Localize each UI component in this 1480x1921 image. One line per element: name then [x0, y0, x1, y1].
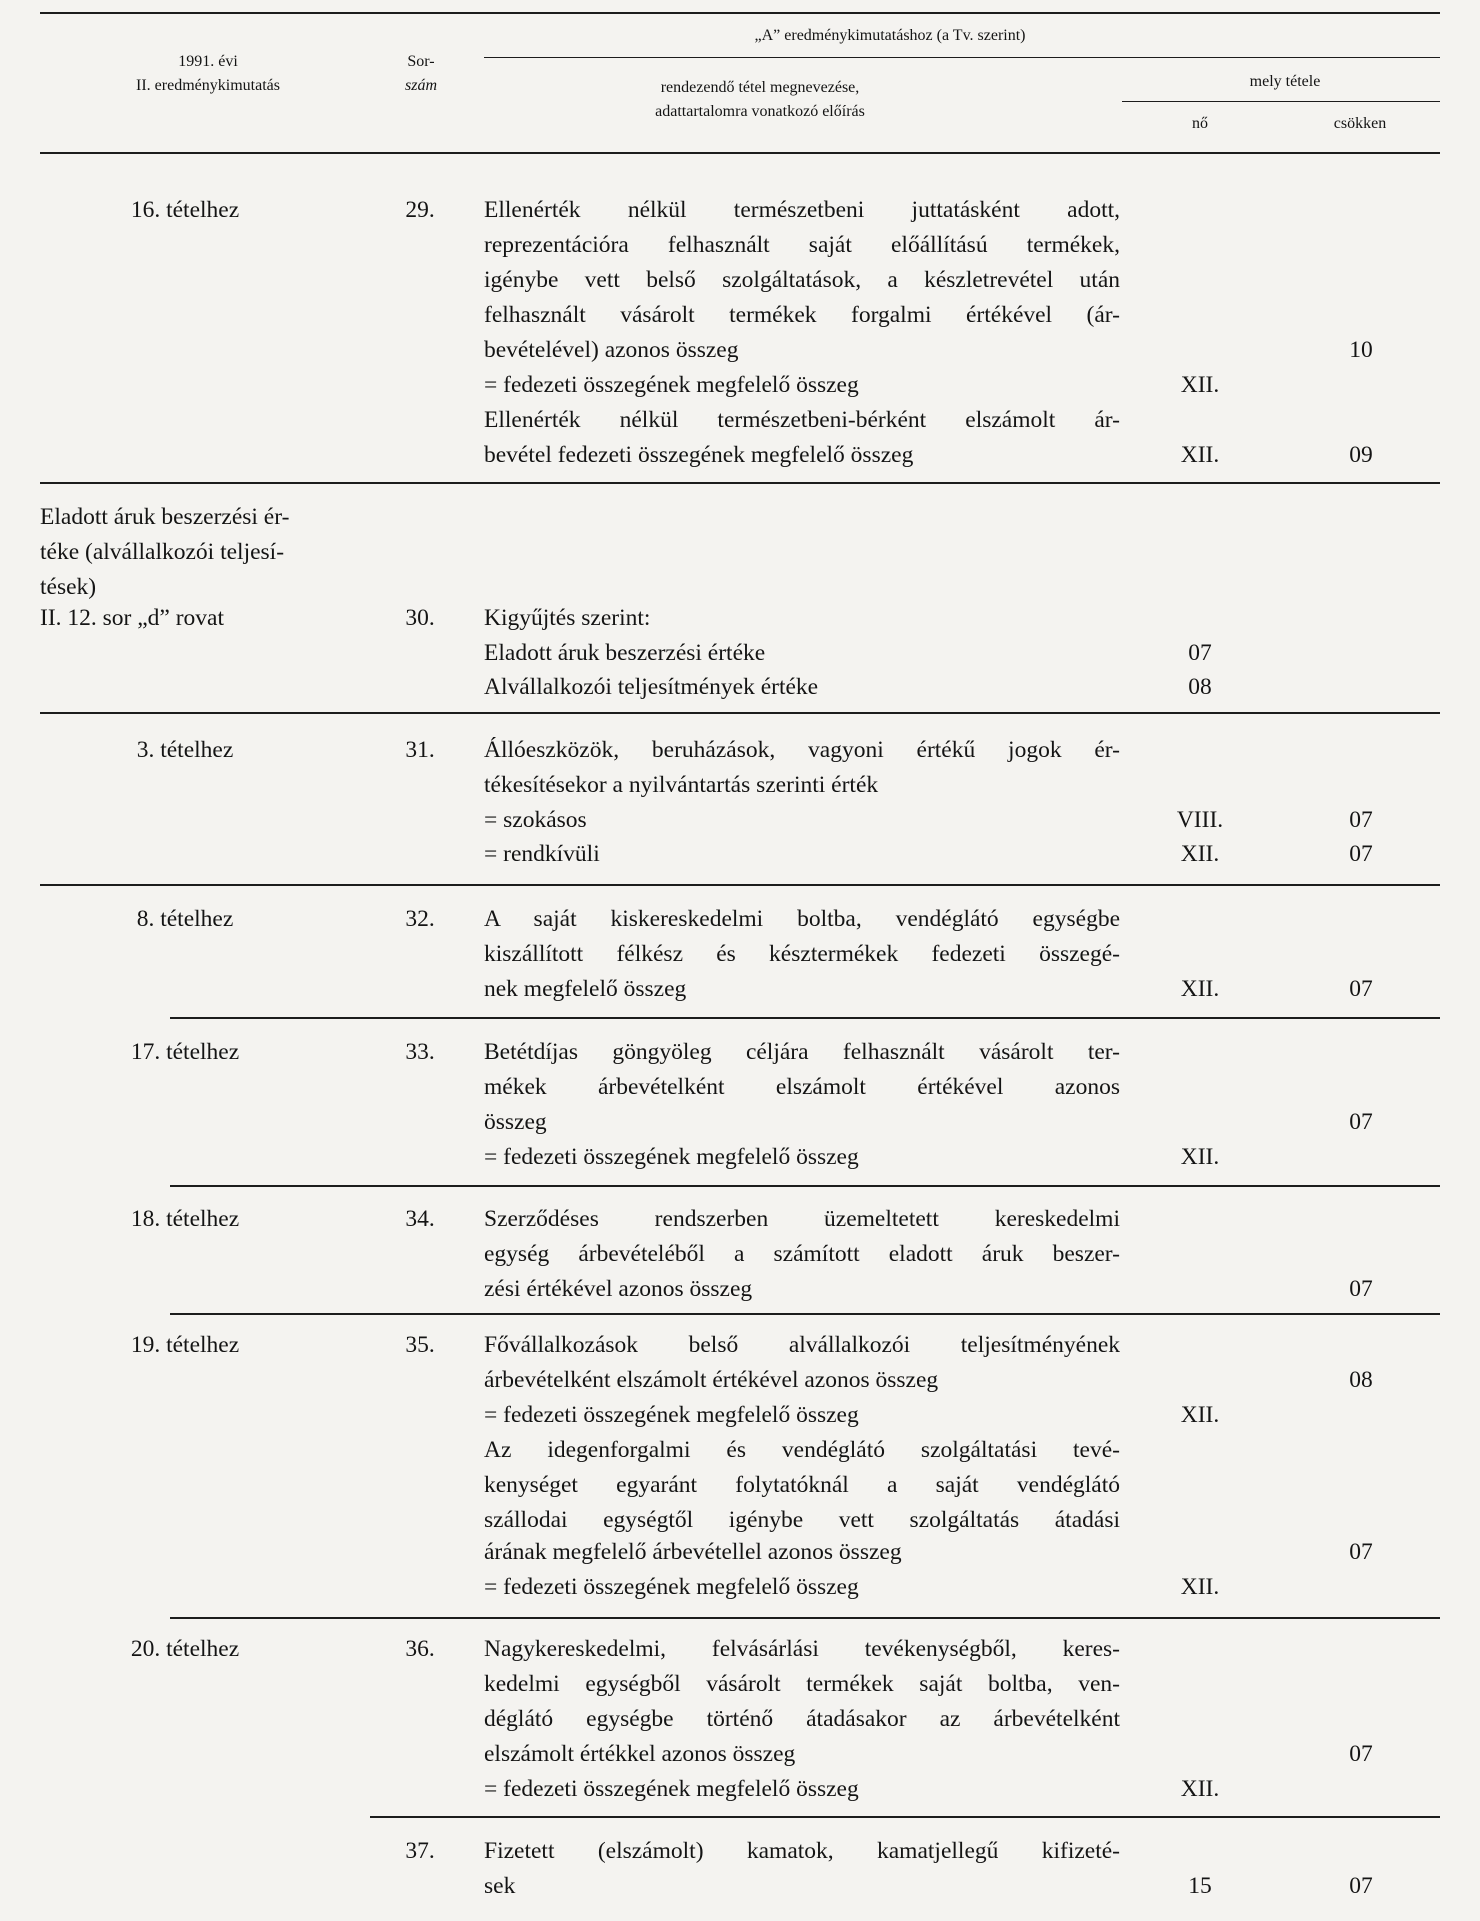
entry-text-line: sek: [484, 1873, 516, 1899]
entry-number: 33.: [405, 1039, 435, 1065]
row-separator: [40, 712, 1440, 714]
csokken-value: 07: [1349, 1873, 1373, 1899]
entry-text-line: Az idegenforgalmi és vendéglátó szolgáltatási tevé-: [484, 1437, 1120, 1463]
no-value: XII.: [1180, 1402, 1220, 1428]
entry-text-line: elszámolt értékkel azonos összeg: [484, 1741, 796, 1767]
entry-text-line: mékek árbevételként elszámolt értékével azonos: [484, 1074, 1120, 1100]
header-col-no: nő: [1192, 115, 1208, 132]
entry-text-line: tékesítésekor a nyilvántartás szerinti érték: [484, 772, 879, 798]
csokken-value: 07: [1349, 841, 1373, 867]
header-col3-line1: rendezendő tétel megnevezése,: [660, 79, 860, 96]
entry-text-line: Kigyűjtés szerint:: [484, 605, 651, 631]
entry-ref-line: Eladott áruk beszerzési ér-: [40, 504, 290, 530]
entry-text-line: Fővállalkozások belső alvállalkozói teljesítményének: [484, 1332, 1120, 1358]
entry-number: 32.: [405, 906, 435, 932]
entry-number: 29.: [405, 197, 435, 223]
header-col3-line2: adattartalomra vonatkozó előírás: [655, 103, 865, 120]
no-value: VIII.: [1176, 807, 1224, 833]
csokken-value: 10: [1349, 337, 1373, 363]
no-value: XII.: [1180, 841, 1220, 867]
entry-text-line: összeg: [484, 1109, 547, 1135]
csokken-value: 07: [1349, 1741, 1373, 1767]
entry-text-line: szállodai egységtől igénybe vett szolgáltatás átadási: [484, 1507, 1120, 1533]
entry-ref: 20. tételhez: [130, 1636, 240, 1662]
entry-ref: 17. tételhez: [130, 1039, 240, 1065]
entry-text-line: nek megfelelő összeg: [484, 976, 687, 1002]
entry-text-line: Szerződéses rendszerben üzemeltetett kereskedelmi: [484, 1206, 1120, 1232]
no-value: XII.: [1180, 372, 1220, 398]
header-group-rule: [484, 57, 1440, 58]
no-value: XII.: [1180, 442, 1220, 468]
no-value: XII.: [1180, 1144, 1220, 1170]
no-value: XII.: [1180, 976, 1220, 1002]
row-separator: [170, 1017, 1440, 1019]
entry-ref-line: téke (alvállalkozói teljesí-: [40, 539, 285, 565]
entry-text-line: árbevételként elszámolt értékével azonos összeg: [484, 1367, 939, 1393]
header-group-title: „A” eredménykimutatáshoz (a Tv. szerint): [754, 27, 1026, 44]
row-separator: [170, 1617, 1440, 1619]
entry-text-line: déglátó egységbe történő átadásakor az árbevételként: [484, 1706, 1120, 1732]
entry-number: 37.: [405, 1838, 435, 1864]
header-col-mely-tetele: mely tétele: [1249, 73, 1321, 90]
row-separator: [170, 1185, 1440, 1187]
row-separator: [370, 1816, 1440, 1818]
no-value: XII.: [1180, 1574, 1220, 1600]
entry-text-line: bevételével) azonos összeg: [484, 337, 739, 363]
entry-text-line: = szokásos: [484, 807, 587, 833]
entry-text-line: reprezentációra felhasznált saját előállítású termékek,: [484, 232, 1120, 258]
header-col1-line1: 1991. évi: [178, 53, 238, 70]
entry-text-line: Állóeszközök, beruházások, vagyoni értékű jogok ér-: [484, 737, 1120, 763]
no-value: XII.: [1180, 1776, 1220, 1802]
csokken-value: 07: [1349, 976, 1373, 1002]
entry-text-line: kiszállított félkész és késztermékek fedezeti összegé-: [484, 941, 1120, 967]
entry-ref: 3. tételhez: [136, 737, 234, 763]
entry-text-line: zési értékével azonos összeg: [484, 1276, 753, 1302]
entry-ref: 8. tételhez: [136, 906, 234, 932]
entry-number: 31.: [405, 737, 435, 763]
row-separator: [170, 1313, 1440, 1315]
header-bottom-rule: [40, 152, 1440, 154]
entry-text-line: A saját kiskereskedelmi boltba, vendéglátó egységbe: [484, 906, 1120, 932]
header-col1-line2: II. eredménykimutatás: [136, 77, 280, 94]
entry-text-line: = fedezeti összegének megfelelő összeg: [484, 1144, 859, 1170]
header-mely-rule: [1122, 101, 1440, 102]
entry-text-line: = fedezeti összegének megfelelő összeg: [484, 1776, 859, 1802]
csokken-value: 07: [1349, 1539, 1373, 1565]
entry-text-line: igénybe vett belső szolgáltatások, a készletrevétel után: [484, 267, 1120, 293]
entry-ref: 19. tételhez: [130, 1332, 240, 1358]
row-separator: [40, 482, 1440, 484]
csokken-value: 08: [1349, 1367, 1373, 1393]
no-value: 07: [1188, 640, 1212, 666]
entry-text-line: egység árbevételéből a számított eladott áruk beszer-: [484, 1241, 1120, 1267]
top-rule: [40, 12, 1440, 14]
entry-text-line: Nagykereskedelmi, felvásárlási tevékenységből, keres-: [484, 1636, 1120, 1662]
entry-text-line: = fedezeti összegének megfelelő összeg: [484, 1402, 859, 1428]
entry-text-line: Alvállalkozói teljesítmények értéke: [484, 674, 819, 700]
csokken-value: 07: [1349, 1109, 1373, 1135]
entry-text-line: = fedezeti összegének megfelelő összeg: [484, 372, 859, 398]
header-col2-line1: Sor-: [407, 53, 435, 70]
entry-text-line: = fedezeti összegének megfelelő összeg: [484, 1574, 859, 1600]
entry-ref: 18. tételhez: [130, 1206, 240, 1232]
entry-text-line: Betétdíjas göngyöleg céljára felhasznált vásárolt ter-: [484, 1039, 1120, 1065]
header-col-1991: [88, 50, 328, 98]
entry-number: 36.: [405, 1636, 435, 1662]
entry-text-line: árának megfelelő árbevétellel azonos összeg: [484, 1539, 902, 1565]
entry-number: 35.: [405, 1332, 435, 1358]
entry-text-line: kenységet egyaránt folytatóknál a saját vendéglátó: [484, 1472, 1120, 1498]
entry-text-line: Ellenérték nélkül természetbeni juttatásként adott,: [484, 197, 1120, 223]
entry-text-line: kedelmi egységből vásárolt termékek saját boltba, ven-: [484, 1671, 1120, 1697]
entry-number: 34.: [405, 1206, 435, 1232]
entry-text-line: Eladott áruk beszerzési értéke: [484, 640, 766, 666]
no-value: 08: [1188, 674, 1212, 700]
entry-ref-line: II. 12. sor „d” rovat: [40, 605, 225, 631]
header-col-description: [530, 76, 990, 124]
csokken-value: 09: [1349, 442, 1373, 468]
entry-ref-line: tések): [40, 574, 97, 600]
entry-text-line: Ellenérték nélkül természetbeni-bérként elszámolt ár-: [484, 407, 1120, 433]
entry-text-line: = rendkívüli: [484, 841, 600, 867]
entry-number: 30.: [405, 605, 435, 631]
header-col-sorszam: [388, 50, 454, 98]
entry-text-line: felhasznált vásárolt termékek forgalmi értékével (ár-: [484, 302, 1120, 328]
entry-text-line: Fizetett (elszámolt) kamatok, kamatjellegű kifizeté-: [484, 1838, 1120, 1864]
no-value: 15: [1188, 1873, 1212, 1899]
entry-text-line: bevétel fedezeti összegének megfelelő összeg: [484, 442, 914, 468]
entry-ref: 16. tételhez: [130, 197, 240, 223]
row-separator: [40, 884, 1440, 886]
header-col-csokken: csökken: [1333, 115, 1387, 132]
header-col2-line2: szám: [404, 77, 437, 94]
csokken-value: 07: [1349, 807, 1373, 833]
csokken-value: 07: [1349, 1276, 1373, 1302]
